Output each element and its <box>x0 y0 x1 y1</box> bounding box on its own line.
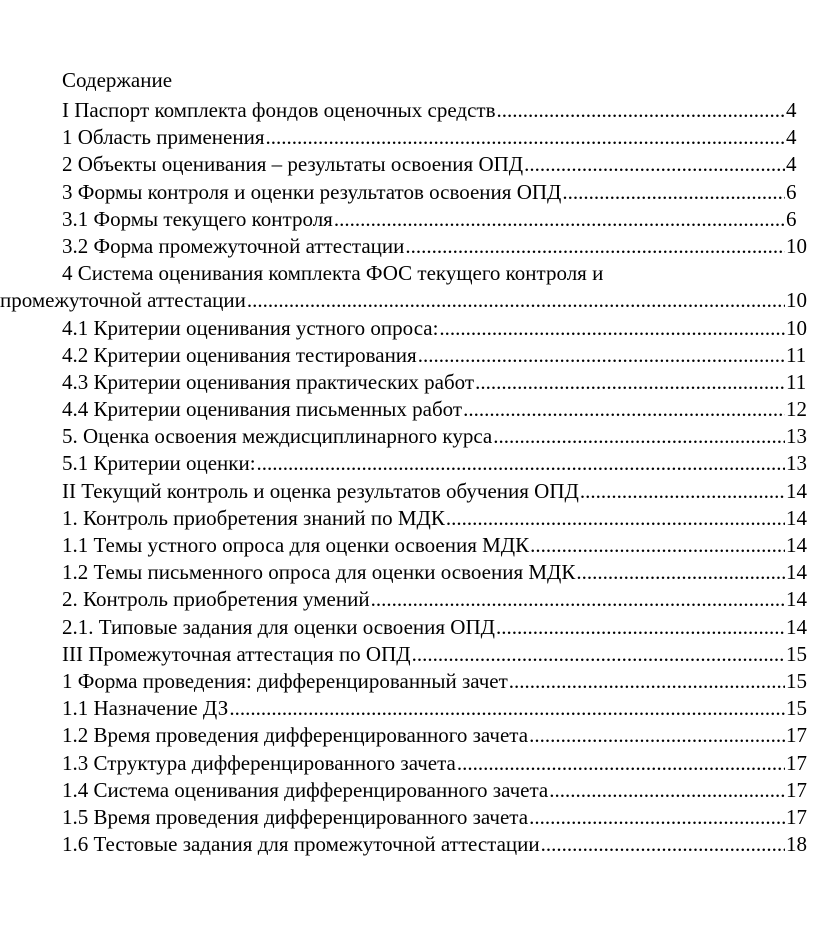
toc-entry[interactable] <box>0 586 816 613</box>
toc-entry-page: 14 <box>786 533 807 557</box>
toc-leader-dots <box>463 396 785 423</box>
toc-entry-page: 17 <box>786 777 807 802</box>
toc-leader-dots <box>562 179 785 206</box>
toc-entry-text: 2. Контроль приобретения умений <box>62 587 370 612</box>
toc-entry-text: 1.4 Система оценивания дифференцированного зачета <box>62 777 549 802</box>
toc-leader-dots <box>493 423 785 450</box>
toc-entry-page: 6 <box>786 179 797 204</box>
toc-leader-dots <box>529 804 785 831</box>
toc-entry-page: 13 <box>786 451 807 476</box>
toc-entry[interactable] <box>0 641 816 668</box>
toc-leader-dots <box>446 505 785 532</box>
toc-entry[interactable] <box>0 559 816 586</box>
toc-entry-page: 14 <box>786 587 807 612</box>
toc-entry[interactable] <box>0 124 816 151</box>
toc-leader-dots <box>457 750 785 777</box>
toc-entry-text: 1.5 Время проведения дифференцированного зачета <box>62 804 529 829</box>
toc-leader-dots <box>524 151 785 178</box>
toc-entry-text: 3 Формы контроля и оценки результатов освоения ОПД <box>62 179 562 204</box>
toc-entry-page: 4 <box>786 98 797 122</box>
toc-entry[interactable] <box>0 396 816 423</box>
toc-leader-dots <box>439 315 785 342</box>
toc-entry-text: 3.2 Форма промежуточной аттестации <box>62 233 405 258</box>
toc-leader-dots <box>334 206 785 233</box>
toc-title: Содержание <box>62 68 173 92</box>
toc-entry-page: 17 <box>786 750 807 775</box>
toc-entry-text: 3.1 Формы текущего контроля <box>62 206 333 231</box>
toc-entry-text: 1.3 Структура дифференцированного зачета <box>62 750 456 775</box>
toc-entry[interactable] <box>0 777 816 804</box>
toc-entry-text: 4.1 Критерии оценивания устного опроса: <box>62 315 439 340</box>
toc-entry-page: 17 <box>786 723 807 748</box>
toc-entry-page: 15 <box>786 668 807 693</box>
toc-entry-page: 10 <box>786 233 807 258</box>
toc-entry[interactable] <box>0 532 816 559</box>
toc-entry[interactable] <box>0 369 816 396</box>
toc-entry-page: 14 <box>786 505 807 530</box>
toc-entry-first-line[interactable] <box>0 260 816 287</box>
toc-leader-dots <box>418 342 785 369</box>
toc-entry-page: 18 <box>786 832 807 857</box>
toc-entry-text: 1.2 Время проведения дифференцированного зачета <box>62 723 529 748</box>
toc-entry-page: 12 <box>786 397 807 422</box>
toc-entry-page: 15 <box>786 696 807 721</box>
toc-leader-dots <box>496 614 785 641</box>
toc-entry-page: 11 <box>786 342 807 367</box>
toc-entry[interactable] <box>0 179 816 206</box>
table-of-contents <box>0 97 816 858</box>
toc-entry[interactable] <box>0 97 816 124</box>
toc-leader-dots <box>549 777 785 804</box>
toc-entry[interactable] <box>0 831 816 858</box>
toc-leader-dots <box>580 478 785 505</box>
toc-entry-page: 13 <box>786 424 807 449</box>
toc-entry-text: 4.4 Критерии оценивания письменных работ <box>62 397 463 422</box>
toc-entry-page: 14 <box>786 614 807 639</box>
toc-leader-dots <box>247 287 785 314</box>
toc-entry[interactable] <box>0 287 816 314</box>
toc-entry-text: II Текущий контроль и оценка результатов обучения ОПД <box>62 478 579 503</box>
toc-entry[interactable] <box>0 614 816 641</box>
toc-entry-text: 1. Контроль приобретения знаний по МДК <box>62 505 445 530</box>
toc-entry[interactable] <box>0 315 816 342</box>
toc-entry-text: 1 Область применения <box>62 125 265 150</box>
toc-entry[interactable] <box>0 423 816 450</box>
toc-leader-dots <box>530 532 785 559</box>
toc-entry-page: 14 <box>786 478 807 503</box>
toc-leader-dots <box>576 559 785 586</box>
toc-entry-text: 5. Оценка освоения междисциплинарного курса <box>62 424 493 449</box>
toc-entry[interactable] <box>0 695 816 722</box>
toc-entry-text: 5.1 Критерии оценки: <box>62 451 256 476</box>
toc-entry[interactable] <box>0 450 816 477</box>
toc-entry-page: 10 <box>786 315 807 340</box>
toc-entry[interactable] <box>0 804 816 831</box>
toc-entry[interactable] <box>0 151 816 178</box>
toc-entry[interactable] <box>0 206 816 233</box>
toc-entry-page: 4 <box>786 125 797 150</box>
toc-entry-text: 4.3 Критерии оценивания практических работ <box>62 369 475 394</box>
toc-entry-text: 2.1. Типовые задания для оценки освоения ОПД <box>62 614 495 639</box>
toc-leader-dots <box>371 586 785 613</box>
toc-entry-text: 2 Объекты оценивания – результаты освоения ОПД <box>62 152 524 177</box>
toc-entry-text: 4 Система оценивания комплекта ФОС текущего контроля и <box>62 261 604 286</box>
toc-leader-dots <box>497 97 785 124</box>
toc-entry-page: 15 <box>786 641 807 666</box>
toc-entry-text: 1.2 Темы письменного опроса для оценки освоения МДК <box>62 560 576 585</box>
toc-entry-text: 1.1 Темы устного опроса для оценки освоения МДК <box>62 533 530 557</box>
toc-leader-dots <box>509 668 785 695</box>
toc-entry-text: промежуточной аттестации <box>0 288 246 313</box>
toc-entry-text: III Промежуточная аттестация по ОПД <box>62 641 411 666</box>
toc-leader-dots <box>265 124 785 151</box>
toc-entry-text: I Паспорт комплекта фондов оценочных средств <box>62 98 496 122</box>
toc-entry-page: 14 <box>786 560 807 585</box>
toc-entry-page: 17 <box>786 804 807 829</box>
toc-entry[interactable] <box>0 233 816 260</box>
toc-entry-text: 1.1 Назначение ДЗ <box>62 696 229 721</box>
toc-entry-page: 4 <box>786 152 797 177</box>
toc-entry[interactable] <box>0 750 816 777</box>
toc-entry[interactable] <box>0 478 816 505</box>
toc-leader-dots <box>529 722 785 749</box>
toc-leader-dots <box>541 831 785 858</box>
toc-leader-dots <box>412 641 785 668</box>
toc-entry[interactable] <box>0 668 816 695</box>
toc-leader-dots <box>229 695 785 722</box>
toc-entry-text: 1 Форма проведения: дифференцированный зачет <box>62 668 508 693</box>
toc-entry-page: 11 <box>786 369 807 394</box>
toc-leader-dots <box>257 450 785 477</box>
toc-entry[interactable] <box>0 722 816 749</box>
toc-entry-text: 4.2 Критерии оценивания тестирования <box>62 342 417 367</box>
toc-leader-dots <box>475 369 785 396</box>
toc-entry-text: 1.6 Тестовые задания для промежуточной аттестации <box>62 832 540 857</box>
toc-entry[interactable] <box>0 342 816 369</box>
toc-entry-page: 10 <box>786 288 807 313</box>
toc-entry[interactable] <box>0 505 816 532</box>
toc-entry-page: 6 <box>786 206 797 231</box>
toc-leader-dots <box>405 233 785 260</box>
